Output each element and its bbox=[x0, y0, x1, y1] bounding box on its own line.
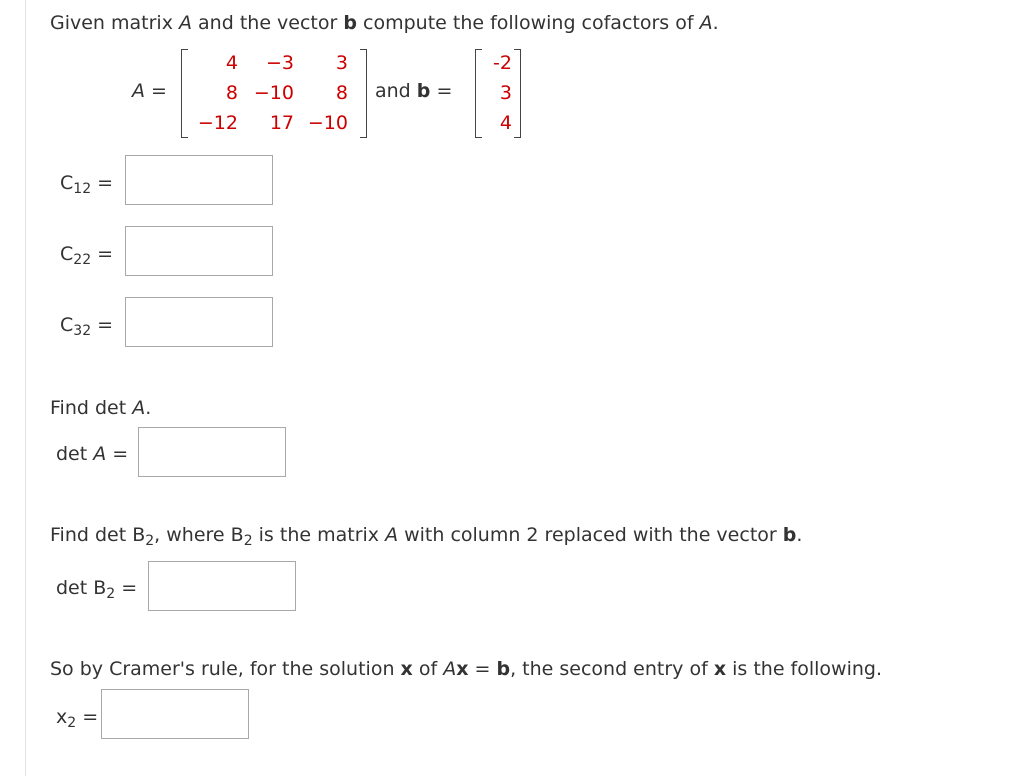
matrix-cell: 4 bbox=[225, 52, 238, 74]
intro-text: Given matrix A and the vector b compute the following cofactors of A. bbox=[50, 12, 719, 34]
det-a-input[interactable] bbox=[138, 427, 286, 477]
det-b2-label: $\det B_2$ = bbox=[56, 577, 138, 602]
matrix-cell: −12 bbox=[197, 112, 238, 134]
cofactor-c12-input[interactable] bbox=[125, 155, 273, 205]
cofactor-c22-label: $C_{22}$ = bbox=[60, 243, 114, 268]
cramer-prompt: So by Cramer's rule, for the solution x of Ax = b, the second entry of x is the following. bbox=[50, 658, 883, 680]
det-b2-prompt: Find $\det B_2$, where $B_2$ is the matrix A with column 2 replaced with the vector b. bbox=[50, 524, 803, 549]
left-border bbox=[25, 0, 26, 776]
matrix-cell: −10 bbox=[253, 82, 294, 104]
cofactor-c12-label: $C_{12}$ = bbox=[60, 172, 114, 197]
matrix-cell: −3 bbox=[265, 52, 294, 74]
matrix-cell: −10 bbox=[307, 112, 348, 134]
det-b2-input[interactable] bbox=[148, 561, 296, 611]
x2-label: $x_2$ = bbox=[56, 706, 99, 731]
det-a-label: det A = bbox=[56, 443, 129, 465]
matrix-cell: 8 bbox=[335, 82, 348, 104]
cofactor-c32-input[interactable] bbox=[125, 297, 273, 347]
cofactor-c22-input[interactable] bbox=[125, 226, 273, 276]
matrix-left-bracket bbox=[181, 49, 188, 138]
vector-right-bracket bbox=[514, 49, 521, 138]
vector-cell: -2 bbox=[493, 52, 512, 74]
x2-input[interactable] bbox=[101, 689, 249, 739]
vector-cell: 4 bbox=[499, 112, 512, 134]
matrix-cell: 8 bbox=[225, 82, 238, 104]
matrix-cell: 3 bbox=[335, 52, 348, 74]
matrix-label: A = bbox=[132, 80, 167, 102]
vector-cell: 3 bbox=[499, 82, 512, 104]
cofactor-c32-label: $C_{32}$ = bbox=[60, 314, 114, 339]
matrix-cell: 17 bbox=[269, 112, 294, 134]
det-a-prompt: Find det A. bbox=[50, 397, 152, 419]
matrix-right-bracket bbox=[360, 49, 367, 138]
vector-label: and b = bbox=[375, 80, 453, 102]
